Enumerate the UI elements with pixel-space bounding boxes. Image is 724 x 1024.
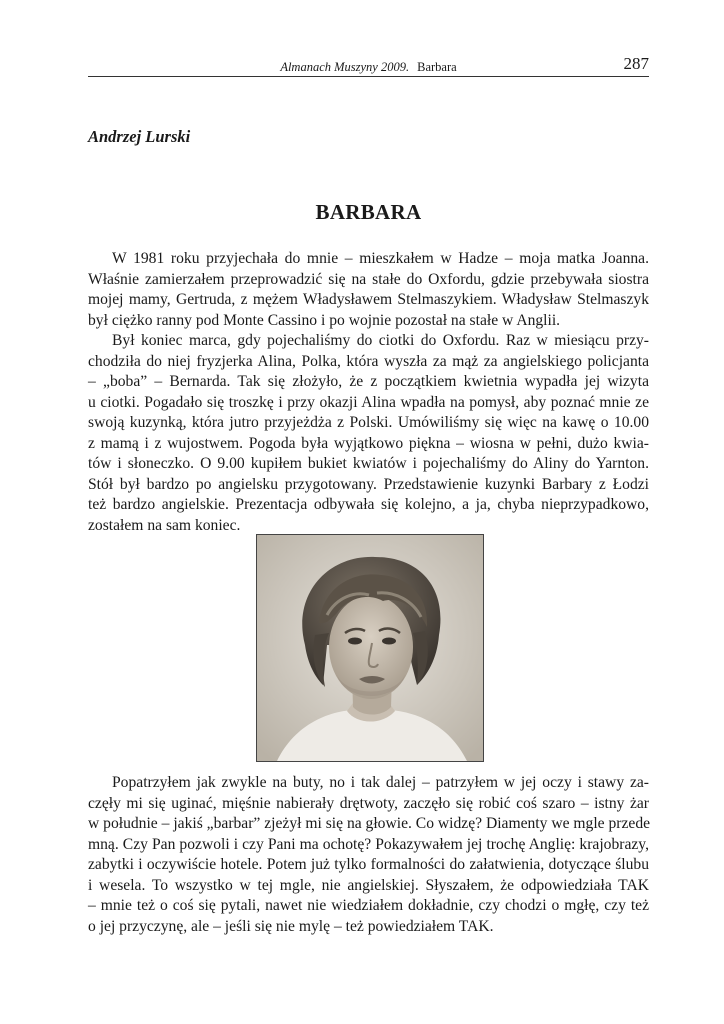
header-section: Barbara <box>417 60 457 74</box>
text-line: był ciężko ranny pod Monte Cassino i po wojnie pozostał na stałe w Anglii. <box>88 311 561 329</box>
header-journal: Almanach Muszyny 2009. <box>280 60 410 74</box>
page-number: 287 <box>623 54 649 73</box>
text-line: częły mi się uginać, mięśnie nabierały drętwoty, zaczęło się robić coś szaro – istny żar <box>88 794 649 812</box>
text-line: u ciotki. Pogadało się troszkę i przy okazji Alina wpadła na pomysł, aby poznać mnie ze <box>88 393 649 411</box>
text-line: zostałem na sam koniec. <box>88 516 241 534</box>
running-header <box>88 54 649 77</box>
text-line: w południe – jakiś „barbar” zjeżył mi się na głowie. Co widzę? Diamenty we mgle przede <box>88 815 651 832</box>
body-text-upper <box>88 249 649 536</box>
text-line: – mnie też o coś się pytali, nawet nie wiedziałem dokładnie, czy chodzi o mgłę, czy też <box>88 897 649 914</box>
text-line: o jej przyczynę, ale – jeśli się nie mylę – też powiedziałem TAK. <box>88 917 494 935</box>
portrait-photo <box>256 534 484 762</box>
text-line: W 1981 roku przyjechała do mnie – mieszkałem w Hadze – moja matka Joanna. <box>112 250 649 267</box>
body-text-lower <box>88 773 649 937</box>
text-line: mną. Czy Pan pozwoli i czy Pani ma ochotę? Pokazywałem jej trochę Anglię: krajobrazy, <box>88 835 649 853</box>
text-line: chodziła do niej fryzjerka Alina, Polka, która wyszła za mąż za angielskiego policjanta <box>88 352 649 370</box>
text-line: Stół był bardzo po angielsku przygotowany. Przedstawienie kuzynki Barbary z Łodzi <box>88 475 649 493</box>
article-title: BARBARA <box>315 200 422 224</box>
text-line: Był koniec marca, gdy pojechaliśmy do ciotki do Oxfordu. Raz w miesiącu przy- <box>112 332 649 349</box>
text-line: swoją kuzynką, która jutro przyjeżdża z Polski. Umówiliśmy się więc na kawę o 10.00 <box>88 414 649 431</box>
text-line: z mamą i z wujostwem. Pogoda była wyjątkowo piękna – wiosna w pełni, dużo kwia- <box>88 434 649 452</box>
text-line: Właśnie zamierzałem przeprowadzić się na stałe do Oxfordu, gdzie przebywała siostra <box>88 270 649 288</box>
portrait-image <box>257 535 483 761</box>
text-line: Popatrzyłem jak zwykle na buty, no i tak dalej – patrzyłem w jej oczy i stawy za- <box>112 774 649 791</box>
article-author: Andrzej Lurski <box>88 127 191 146</box>
header-caption <box>88 60 649 75</box>
text-line: mojej mamy, Gertruda, z mężem Władysławem Stelmaszykiem. Władysław Stelmaszyk <box>88 291 649 308</box>
text-line: – „boba” – Bernarda. Tak się złożyło, że z początkiem kwietnia wypadła jej wizyta <box>88 373 649 390</box>
text-line: tów i słoneczko. O 9.00 kupiłem bukiet kwiatów i pojechaliśmy do Aliny do Yarnton. <box>88 455 649 472</box>
text-line: zabytki i oczywiście hotele. Potem już tylko formalności do załatwienia, dotyczące ślubu <box>88 856 649 873</box>
text-line: też bardzo angielskie. Prezentacja odbywała się kolejno, a ja, chyba nieprzypadkowo, <box>88 496 649 513</box>
text-line: i wesela. To wszystko w tej mgle, nie angielskiej. Słyszałem, że odpowiedziała TAK <box>88 876 649 894</box>
